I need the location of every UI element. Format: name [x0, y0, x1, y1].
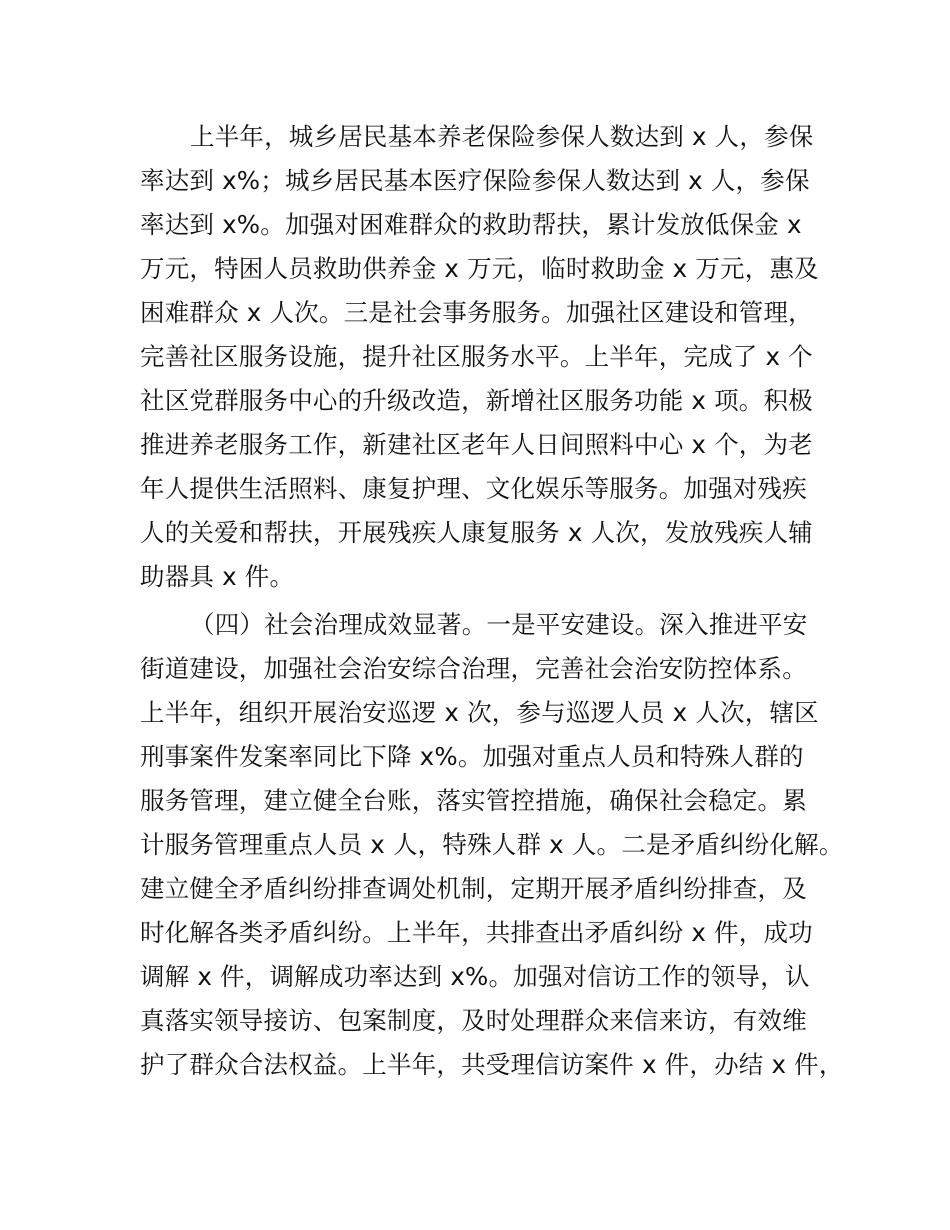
text-line: 人的关爱和帮扶，开展残疾人康复服务 x 人次，发放残疾人辅 — [140, 518, 813, 547]
text-line: 服务管理，建立健全台账，落实管控措施，确保社会稳定。累 — [140, 786, 807, 815]
text-line: 完善社区服务设施，提升社区服务水平。上半年，完成了 x 个 — [140, 342, 813, 371]
text-line: 困难群众 x 人次。三是社会事务服务。加强社区建设和管理， — [140, 298, 813, 327]
text-line: 率达到 x%；城乡居民基本医疗保险参保人数达到 x 人，参保 — [140, 166, 810, 195]
text-line: 刑事案件发案率同比下降 x%。加强对重点人员和特殊人群的 — [140, 742, 804, 771]
text-line: 护了群众合法权益。上半年，共受理信访案件 x 件，办结 x 件， — [140, 1050, 844, 1079]
text-line: 调解 x 件，调解成功率达到 x%。加强对信访工作的领导，认 — [140, 962, 810, 991]
text-line: 助器具 x 件。 — [140, 562, 295, 591]
text-line: 上半年，组织开展治安巡逻 x 次，参与巡逻人员 x 人次，辖区 — [140, 698, 819, 727]
text-line: 推进养老服务工作，新建社区老年人日间照料中心 x 个，为老 — [140, 430, 813, 459]
text-line: 时化解各类矛盾纠纷。上半年，共排查出矛盾纠纷 x 件，成功 — [140, 918, 813, 947]
paragraph-social-services — [140, 115, 820, 599]
text-line: 社区党群服务中心的升级改造，新增社区服务功能 x 项。积极 — [140, 386, 813, 415]
text-line: （四）社会治理成效显著。一是平安建设。深入推进平安 — [190, 610, 808, 639]
text-line: 上半年，城乡居民基本养老保险参保人数达到 x 人，参保 — [190, 122, 814, 151]
text-line: 建立健全矛盾纠纷排查调处机制，定期开展矛盾纠纷排查，及 — [140, 874, 807, 903]
text-line: 计服务管理重点人员 x 人，特殊人群 x 人。二是矛盾纠纷化解。 — [140, 830, 844, 859]
text-line: 率达到 x%。加强对困难群众的救助帮扶，累计发放低保金 x — [140, 210, 802, 239]
text-line: 万元，特困人员救助供养金 x 万元，临时救助金 x 万元，惠及 — [140, 254, 819, 283]
text-line: 街道建设，加强社会治安综合治理，完善社会治安防控体系。 — [140, 654, 807, 683]
paragraph-social-governance — [140, 603, 844, 1087]
text-line: 年人提供生活照料、康复护理、文化娱乐等服务。加强对残疾 — [140, 474, 807, 503]
text-line: 真落实领导接访、包案制度，及时处理群众来信来访，有效维 — [140, 1006, 807, 1035]
